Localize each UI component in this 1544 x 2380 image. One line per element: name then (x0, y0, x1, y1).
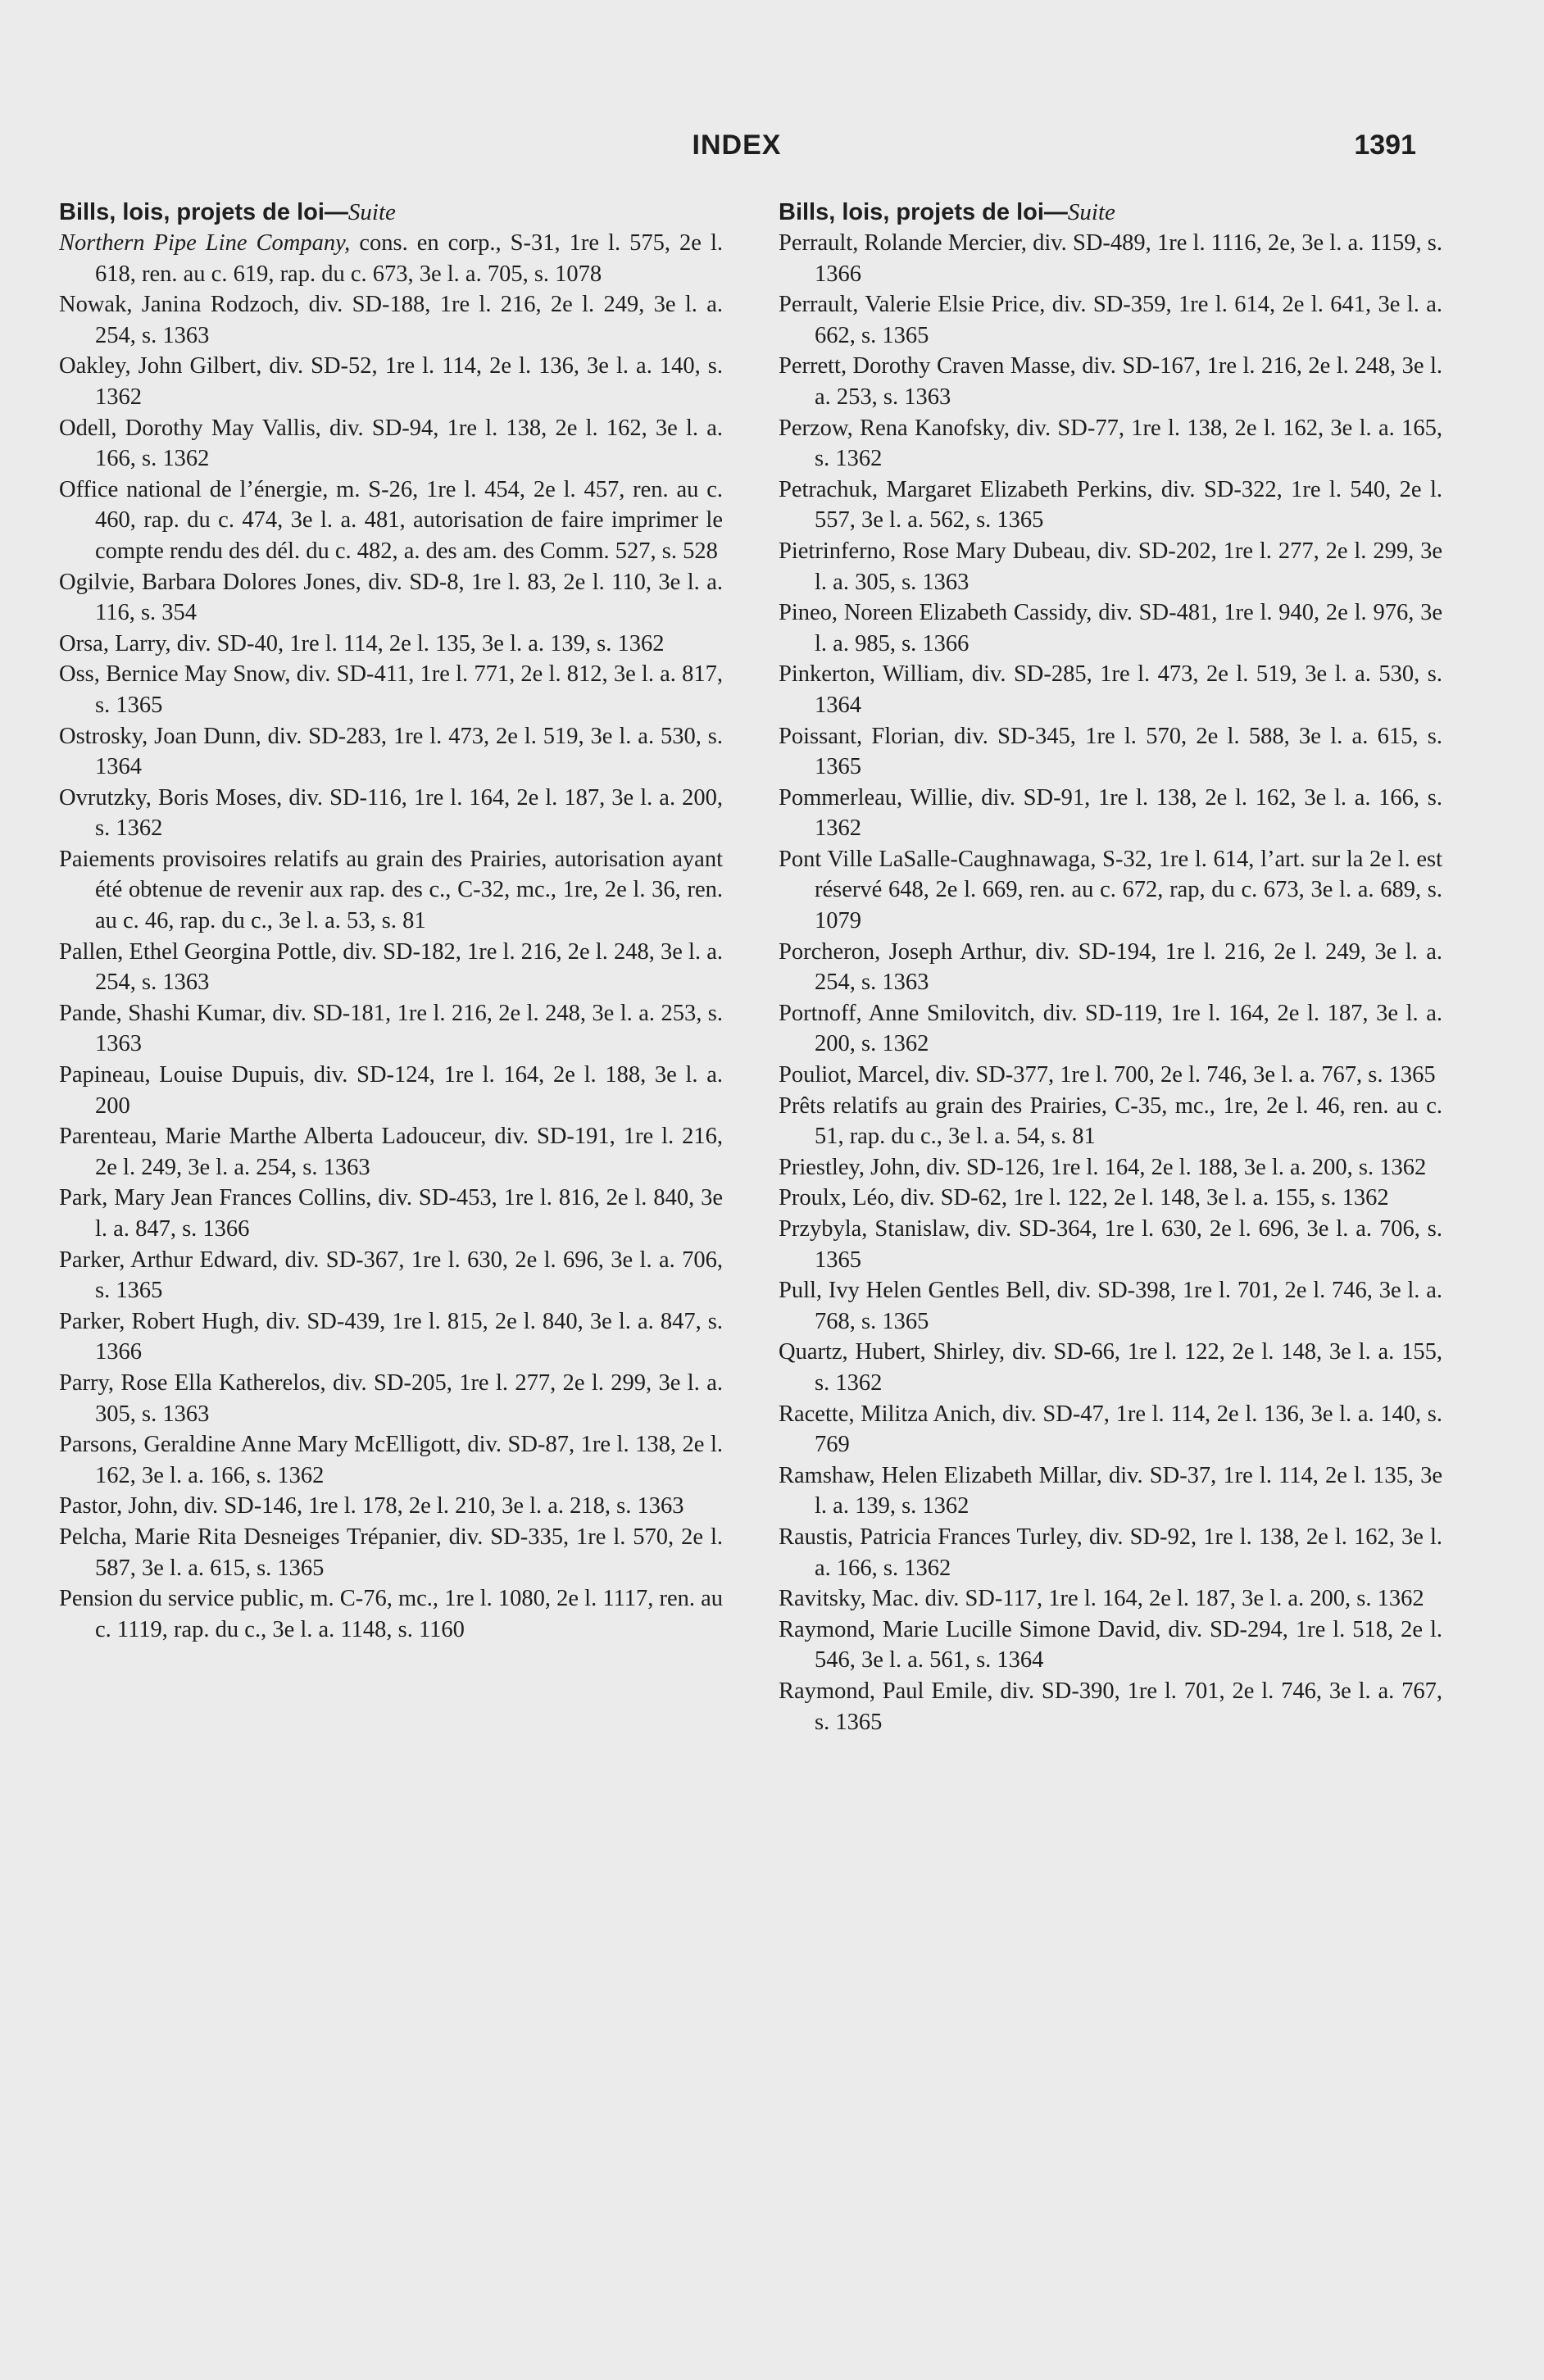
index-entry-text: Perrett, Dorothy Craven Masse, div. SD-167, 1re l. 216, 2e l. 248, 3e l. a. 253, s. 1363 (779, 353, 1442, 410)
index-entry-text: Oss, Bernice May Snow, div. SD-411, 1re l. 771, 2e l. 812, 3e l. a. 817, s. 1365 (59, 661, 723, 718)
index-entry-text: Portnoff, Anne Smilovitch, div. SD-119, 1re l. 164, 2e l. 187, 3e l. a. 200, s. 1362 (779, 1000, 1442, 1057)
index-entry-text: Proulx, Léo, div. SD-62, 1re l. 122, 2e l. 148, 3e l. a. 155, s. 1362 (779, 1185, 1389, 1211)
left-column (59, 197, 723, 1645)
index-entry (779, 1522, 1442, 1583)
index-entry-text: Perrault, Valerie Elsie Price, div. SD-359, 1re l. 614, 2e l. 641, 3e l. a. 662, s. 1365 (779, 292, 1442, 348)
index-entry-text: Priestley, John, div. SD-126, 1re l. 164, 2e l. 188, 3e l. a. 200, s. 1362 (779, 1154, 1427, 1180)
page-header (57, 129, 1416, 170)
index-entry (59, 721, 723, 783)
index-entry-text: Prêts relatifs au grain des Prairies, C-35, mc., 1re, 2e l. 46, ren. au c. 51, rap. du c., 3e l. a. 54, s. 81 (779, 1092, 1442, 1150)
heading-main: Bills, lois, projets de loi— (59, 199, 348, 225)
index-entry (779, 1275, 1442, 1337)
heading-suite: Suite (1067, 199, 1115, 225)
index-entry (779, 536, 1442, 597)
index-entry-text: Parsons, Geraldine Anne Mary McElligott, div. SD-87, 1re l. 138, 2e l. 162, 3e l. a. 166, s. 1362 (59, 1432, 723, 1488)
index-entry (779, 998, 1442, 1060)
index-entry (59, 1121, 723, 1183)
index-entry-text: Pineo, Noreen Elizabeth Cassidy, div. SD-481, 1re l. 940, 2e l. 976, 3e l. a. 985, s. 1366 (779, 600, 1442, 656)
index-entry (779, 228, 1442, 289)
index-entry-text: Racette, Militza Anich, div. SD-47, 1re l. 114, 2e l. 136, 3e l. a. 140, s. 769 (779, 1401, 1442, 1458)
index-entry-text: Pelcha, Marie Rita Desneiges Trépanier, div. SD-335, 1re l. 570, 2e l. 587, 3e l. a. 615, s. 1365 (59, 1524, 723, 1581)
index-entry (779, 1615, 1442, 1676)
index-entry-text: Ovrutzky, Boris Moses, div. SD-116, 1re l. 164, 2e l. 187, 3e l. a. 200, s. 1362 (59, 784, 723, 842)
index-entry (779, 1337, 1442, 1398)
page-title: INDEX (692, 129, 782, 161)
index-entry (779, 413, 1442, 475)
index-entry (59, 567, 723, 629)
right-column (779, 197, 1442, 1737)
index-entry-text: Pande, Shashi Kumar, div. SD-181, 1re l. 216, 2e l. 248, 3e l. a. 253, s. 1363 (59, 1000, 723, 1057)
index-entry (59, 937, 723, 998)
heading-suite: Suite (347, 199, 396, 225)
index-entry-text: Papineau, Louise Dupuis, div. SD-124, 1re l. 164, 2e l. 188, 3e l. a. 200 (59, 1062, 723, 1119)
index-entry (59, 475, 723, 567)
index-entry-text: Pont Ville LaSalle-Caughnawaga, S-32, 1re l. 614, l’art. sur la 2e l. est réservé 648, 2e l. 669, ren. au c. 672, rap, du c. 673, 3e l. a. 689, s. 1079 (779, 846, 1442, 934)
index-entry-text: Ostrosky, Joan Dunn, div. SD-283, 1re l. 473, 2e l. 519, 3e l. a. 530, s. 1364 (59, 723, 723, 780)
index-entry (779, 844, 1442, 937)
index-entry (59, 1183, 723, 1244)
index-entry (779, 1460, 1442, 1522)
index-entry-text: Office national de l’énergie, m. S-26, 1re l. 454, 2e l. 457, ren. au c. 460, rap. du c. 474, 3e l. a. 481, autorisation de faire imprimer le compte rendu des dél. du c. 482, a. des am. des Comm. 527, s. 528 (59, 476, 723, 564)
index-entry-text: Parry, Rose Ella Katherelos, div. SD-205, 1re l. 277, 2e l. 299, 3e l. a. 305, s. 1363 (59, 1369, 723, 1427)
index-entry-text: Nowak, Janina Rodzoch, div. SD-188, 1re l. 216, 2e l. 249, 3e l. a. 254, s. 1363 (59, 292, 723, 348)
left-entry-list (59, 228, 723, 1645)
index-entry (779, 1676, 1442, 1737)
index-entry-text: Poissant, Florian, div. SD-345, 1re l. 570, 2e l. 588, 3e l. a. 615, s. 1365 (779, 723, 1442, 780)
index-entry (59, 1491, 723, 1522)
index-entry (59, 351, 723, 412)
index-entry (779, 1183, 1442, 1214)
index-entry-text: Parker, Arthur Edward, div. SD-367, 1re l. 630, 2e l. 696, 3e l. a. 706, s. 1365 (59, 1247, 723, 1304)
index-entry-text: Petrachuk, Margaret Elizabeth Perkins, div. SD-322, 1re l. 540, 2e l. 557, 3e l. a. 562, s. 1365 (779, 476, 1442, 534)
index-entry-text: Quartz, Hubert, Shirley, div. SD-66, 1re l. 122, 2e l. 148, 3e l. a. 155, s. 1362 (779, 1339, 1442, 1396)
index-entry-text: Oakley, John Gilbert, div. SD-52, 1re l. 114, 2e l. 136, 3e l. a. 140, s. 1362 (59, 353, 723, 410)
index-entry (779, 1399, 1442, 1460)
index-entry-text: Ramshaw, Helen Elizabeth Millar, div. SD-37, 1re l. 114, 2e l. 135, 3e l. a. 139, s. 1362 (779, 1462, 1442, 1519)
index-entry (779, 1091, 1442, 1152)
index-entry (779, 1583, 1442, 1615)
index-entry (59, 289, 723, 351)
index-entry (779, 659, 1442, 720)
index-entry (59, 783, 723, 844)
index-entry-text: Orsa, Larry, div. SD-40, 1re l. 114, 2e l. 135, 3e l. a. 139, s. 1362 (59, 630, 665, 656)
index-entry (59, 228, 723, 289)
right-column-heading (779, 197, 1442, 228)
left-column-heading (59, 197, 723, 228)
index-entry-text: Park, Mary Jean Frances Collins, div. SD-453, 1re l. 816, 2e l. 840, 3e l. a. 847, s. 1366 (59, 1185, 723, 1242)
index-entry-text: Parenteau, Marie Marthe Alberta Ladouceur, div. SD-191, 1re l. 216, 2e l. 249, 3e l. a. 254, s. 1363 (59, 1124, 723, 1180)
index-entry (59, 998, 723, 1060)
index-entry-italic-title: Northern Pipe Line Company, (59, 230, 351, 256)
index-entry-text: Parker, Robert Hugh, div. SD-439, 1re l. 815, 2e l. 840, 3e l. a. 847, s. 1366 (59, 1308, 723, 1365)
index-entry (779, 289, 1442, 351)
index-entry (59, 1522, 723, 1583)
index-entry (779, 351, 1442, 412)
index-entry-text: Pommerleau, Willie, div. SD-91, 1re l. 138, 2e l. 162, 3e l. a. 166, s. 1362 (779, 784, 1442, 842)
index-entry (779, 475, 1442, 536)
index-entry-text: Przybyla, Stanislaw, div. SD-364, 1re l. 630, 2e l. 696, 3e l. a. 706, s. 1365 (779, 1216, 1442, 1273)
index-entry (779, 597, 1442, 659)
index-entry (779, 1060, 1442, 1091)
index-entry (59, 1429, 723, 1491)
index-entry-text: cons. en corp., S-31, 1re l. 575, 2e l. 618, ren. au c. 619, rap. du c. 673, 3e l. a. 705, s. 1078 (95, 230, 724, 287)
index-entry-text: Pallen, Ethel Georgina Pottle, div. SD-182, 1re l. 216, 2e l. 248, 3e l. a. 254, s. 1363 (59, 938, 723, 996)
index-entry-text: Porcheron, Joseph Arthur, div. SD-194, 1re l. 216, 2e l. 249, 3e l. a. 254, s. 1363 (779, 938, 1442, 996)
right-entry-list (779, 228, 1442, 1737)
index-entry (59, 1306, 723, 1368)
index-entry (779, 783, 1442, 844)
index-entry (59, 413, 723, 475)
index-entry (779, 1214, 1442, 1275)
index-entry-text: Pietrinferno, Rose Mary Dubeau, div. SD-202, 1re l. 277, 2e l. 299, 3e l. a. 305, s. 1363 (779, 538, 1442, 595)
index-entry (59, 1245, 723, 1306)
index-entry-text: Pension du service public, m. C-76, mc., 1re l. 1080, 2e l. 1117, ren. au c. 1119, rap. du c., 3e l. a. 1148, s. 1160 (59, 1586, 723, 1642)
index-entry-text: Pull, Ivy Helen Gentles Bell, div. SD-398, 1re l. 701, 2e l. 746, 3e l. a. 768, s. 1365 (779, 1278, 1442, 1334)
index-entry-text: Ogilvie, Barbara Dolores Jones, div. SD-8, 1re l. 83, 2e l. 110, 3e l. a. 116, s. 354 (59, 569, 723, 626)
index-entry-text: Odell, Dorothy May Vallis, div. SD-94, 1re l. 138, 2e l. 162, 3e l. a. 166, s. 1362 (59, 415, 723, 472)
page-number: 1391 (1354, 129, 1416, 161)
index-entry-text: Perzow, Rena Kanofsky, div. SD-77, 1re l. 138, 2e l. 162, 3e l. a. 165, s. 1362 (779, 415, 1442, 472)
index-entry-text: Perrault, Rolande Mercier, div. SD-489, 1re l. 1116, 2e, 3e l. a. 1159, s. 1366 (779, 230, 1442, 287)
index-entry (59, 844, 723, 937)
index-entry (779, 1152, 1442, 1183)
index-entry-text: Ravitsky, Mac. div. SD-117, 1re l. 164, 2e l. 187, 3e l. a. 200, s. 1362 (779, 1586, 1424, 1612)
index-entry-text: Paiements provisoires relatifs au grain des Prairies, autorisation ayant été obtenue de revenir aux rap. des c., C-32, mc., 1re, 2e l. 36, ren. au c. 46, rap. du c., 3e l. a. 53, s. 81 (59, 846, 723, 934)
index-entry-text: Raustis, Patricia Frances Turley, div. SD-92, 1re l. 138, 2e l. 162, 3e l. a. 166, s. 1362 (779, 1524, 1442, 1581)
index-entry (59, 629, 723, 660)
index-entry-text: Pastor, John, div. SD-146, 1re l. 178, 2e l. 210, 3e l. a. 218, s. 1363 (59, 1493, 684, 1519)
index-entry (59, 1060, 723, 1121)
index-entry-text: Raymond, Paul Emile, div. SD-390, 1re l. 701, 2e l. 746, 3e l. a. 767, s. 1365 (779, 1678, 1442, 1735)
index-entry-text: Pinkerton, William, div. SD-285, 1re l. 473, 2e l. 519, 3e l. a. 530, s. 1364 (779, 661, 1442, 718)
index-entry (59, 1583, 723, 1645)
index-entry (779, 721, 1442, 783)
index-entry-text: Raymond, Marie Lucille Simone David, div. SD-294, 1re l. 518, 2e l. 546, 3e l. a. 561, s. 1364 (779, 1616, 1442, 1674)
index-entry-text: Pouliot, Marcel, div. SD-377, 1re l. 700, 2e l. 746, 3e l. a. 767, s. 1365 (779, 1062, 1436, 1088)
index-entry (59, 1368, 723, 1429)
heading-main: Bills, lois, projets de loi— (779, 199, 1068, 225)
index-entry (779, 937, 1442, 998)
index-entry (59, 659, 723, 720)
